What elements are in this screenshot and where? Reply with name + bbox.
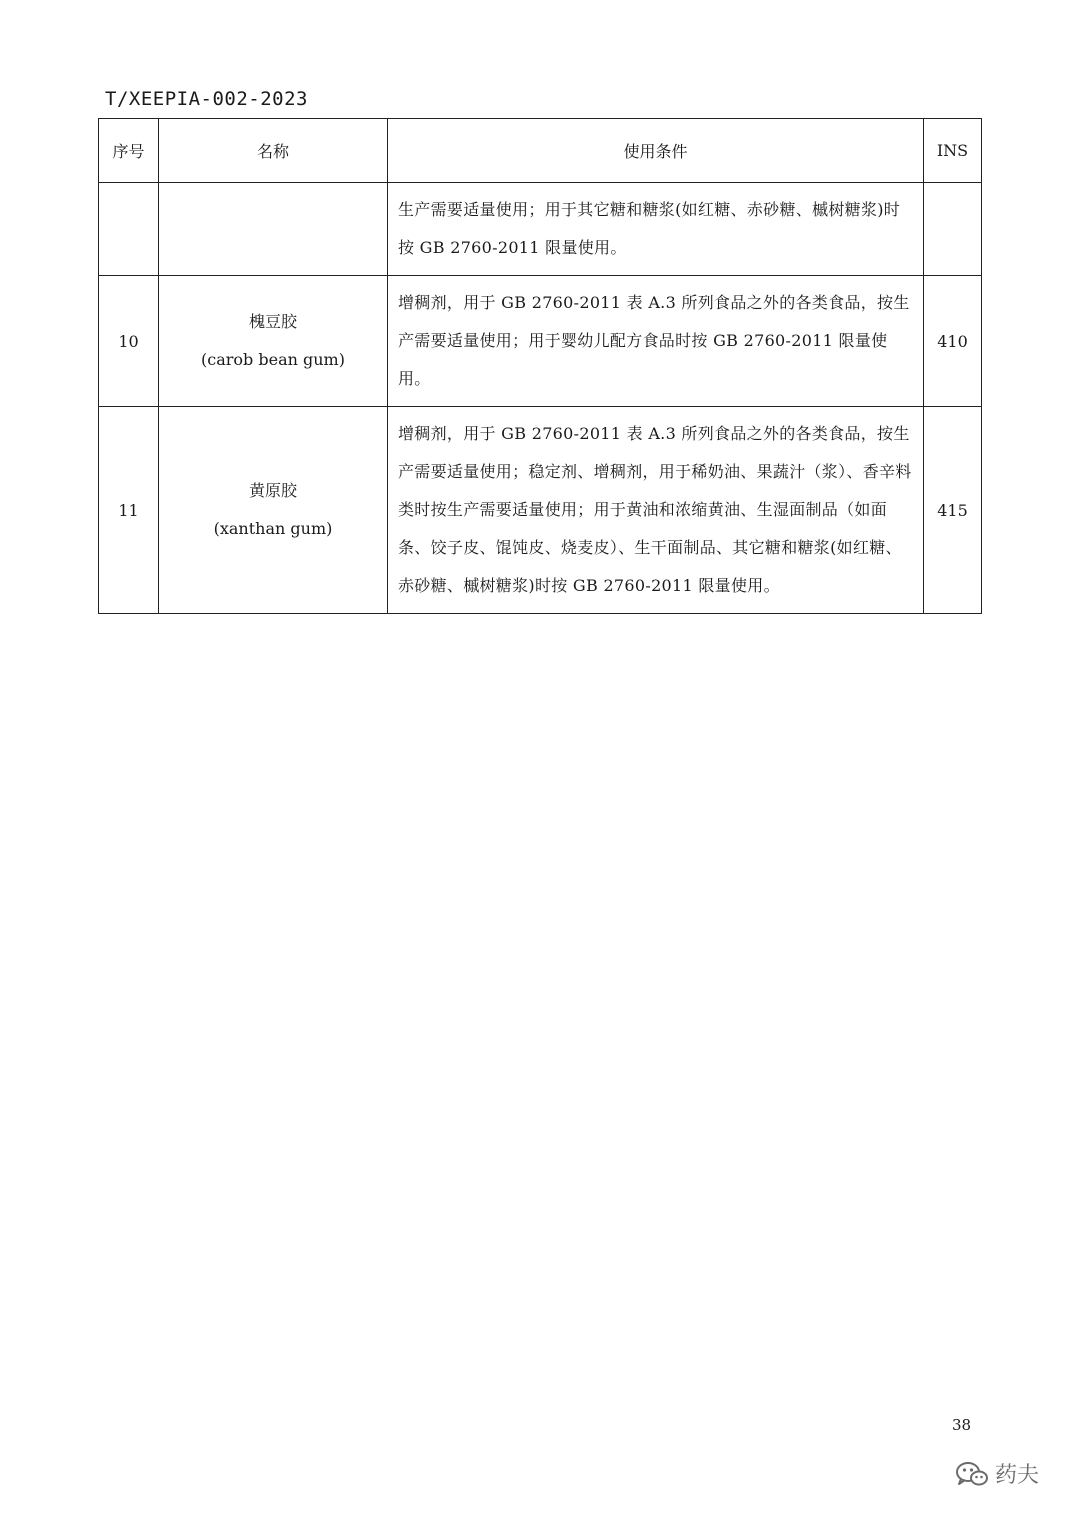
row-ins: 415 <box>924 407 982 614</box>
row-name-cell <box>159 276 388 407</box>
table-row <box>99 276 982 407</box>
wechat-icon <box>955 1460 989 1488</box>
header-name: 名称 <box>159 119 388 183</box>
header-serial-number: 序号 <box>99 119 159 183</box>
row-name-cell <box>159 183 388 276</box>
row-condition-cell <box>388 407 924 614</box>
row-name-cell <box>159 407 388 614</box>
row-ins <box>924 183 982 276</box>
row-name-english: (carob bean gum) <box>201 350 345 369</box>
row-name-english: (xanthan gum) <box>213 519 333 538</box>
row-name-chinese: 槐豆胶 <box>248 312 297 331</box>
header-usage-conditions: 使用条件 <box>388 119 924 183</box>
header-ins: INS <box>924 119 982 183</box>
watermark <box>955 1458 1039 1489</box>
table-row <box>99 183 982 276</box>
watermark-text: 药夫 <box>995 1463 1040 1488</box>
document-code: T/XEEPIA-002-2023 <box>105 88 308 110</box>
row-name-chinese: 黄原胶 <box>248 481 297 500</box>
row-condition-text: 增稠剂，用于 GB 2760-2011 表 A.3 所列食品之外的各类食品，按生产需要适量使用；稳定剂、增稠剂，用于稀奶油、果蔬汁（浆）、香辛料类时按生产需要适量使用；用于黄油和浓缩黄油、生湿面制品（如面条、饺子皮、馄饨皮、烧麦皮）、生干面制品、其它糖和糖浆(如红糖、赤砂糖、槭树糖浆)时按 GB 2760-2011 限量使用。 <box>398 424 912 595</box>
page-number: 38 <box>952 1416 972 1434</box>
row-ins: 410 <box>924 276 982 407</box>
row-condition-cell <box>388 276 924 407</box>
row-serial-number: 11 <box>99 407 159 614</box>
table-row <box>99 407 982 614</box>
row-condition-text: 生产需要适量使用；用于其它糖和糖浆(如红糖、赤砂糖、槭树糖浆)时按 GB 2760-2011 限量使用。 <box>398 200 901 257</box>
row-condition-text: 增稠剂，用于 GB 2760-2011 表 A.3 所列食品之外的各类食品，按生产需要适量使用；用于婴幼儿配方食品时按 GB 2760-2011 限量使用。 <box>398 293 910 388</box>
table-header-row <box>99 119 982 183</box>
additive-table <box>98 118 982 614</box>
row-condition-cell <box>388 183 924 276</box>
row-serial-number <box>99 183 159 276</box>
row-serial-number: 10 <box>99 276 159 407</box>
